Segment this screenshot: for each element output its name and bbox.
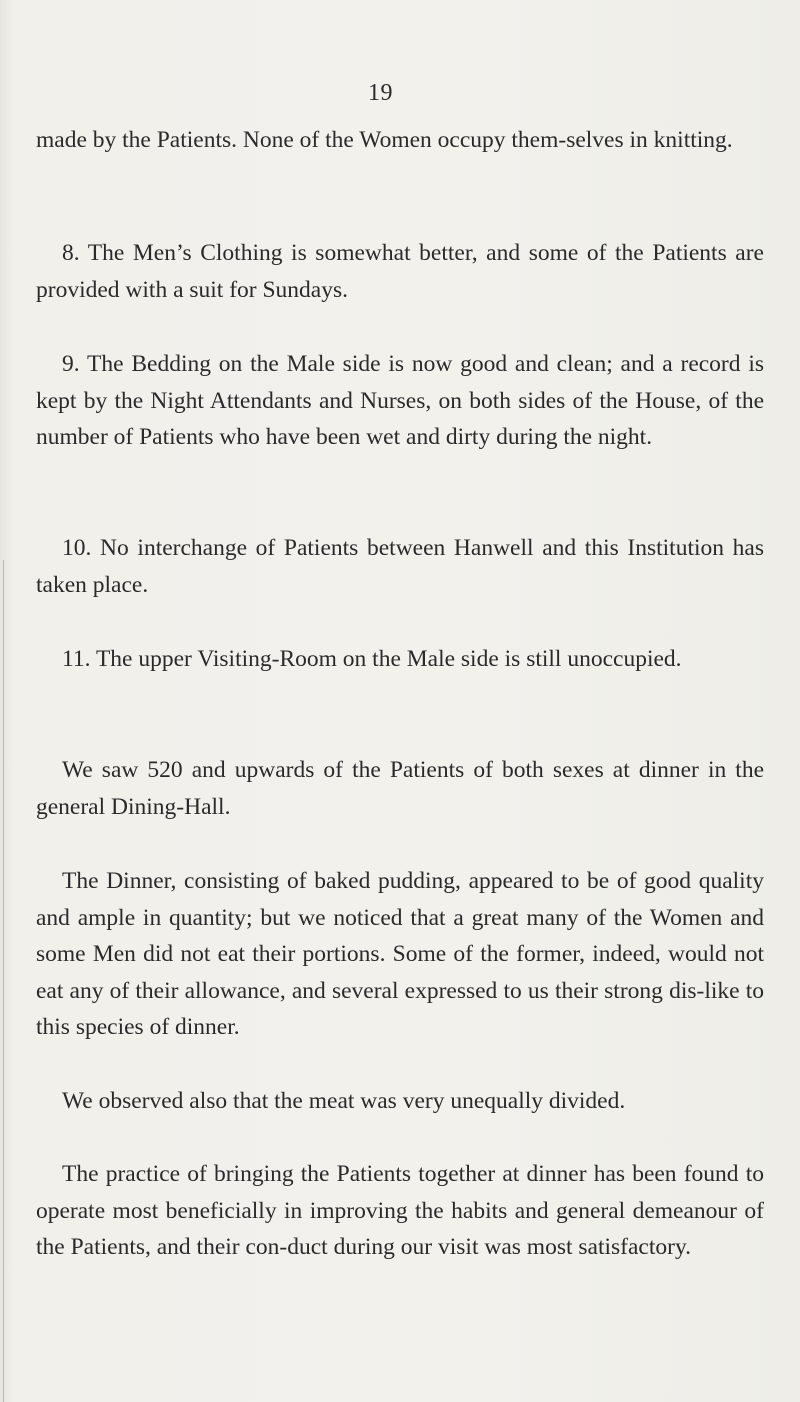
paragraph-bedding: 9. The Bedding on the Male side is now good and clean; and a record is kept by the Night Attendants and Nurses, on both sides of the House, of the number of Patients who have been wet and dirty during the night.: [36, 351, 764, 450]
paragraph-visiting-room: 11. The upper Visiting-Room on the Male side is still unoccupied.: [62, 646, 682, 672]
page-edge-line: [3, 560, 4, 1402]
paragraph-clothing: 8. The Men’s Clothing is somewhat better, and some of the Patients are provided with a suit for Sundays.: [36, 240, 764, 303]
paragraph-meat: We observed also that the meat was very unequally divided.: [62, 1088, 626, 1114]
paragraph-dinner: The Dinner, consisting of baked pudding, appeared to be of good quality and ample in quantity; but we noticed that a great many of the Women and some Men did not eat their portions. Some of the former, indeed, would not eat any of their allowance, and several expressed to us their strong dis-like to this species of dinner.: [36, 868, 764, 1040]
paragraph-interchange: 10. No interchange of Patients between Hanwell and this Institution has taken place.: [36, 535, 764, 598]
paragraph-practice: The practice of bringing the Patients together at dinner has been found to operate most beneficially in improving the habits and general demeanour of the Patients, and their con-duct during our visit was most satisfactory.: [36, 1161, 764, 1260]
paragraph-knitting: made by the Patients. None of the Women occupy them-selves in knitting.: [36, 127, 733, 153]
page-number: 19: [368, 80, 393, 106]
paragraph-dining-hall: We saw 520 and upwards of the Patients of both sexes at dinner in the general Dining-Hall.: [36, 757, 764, 820]
